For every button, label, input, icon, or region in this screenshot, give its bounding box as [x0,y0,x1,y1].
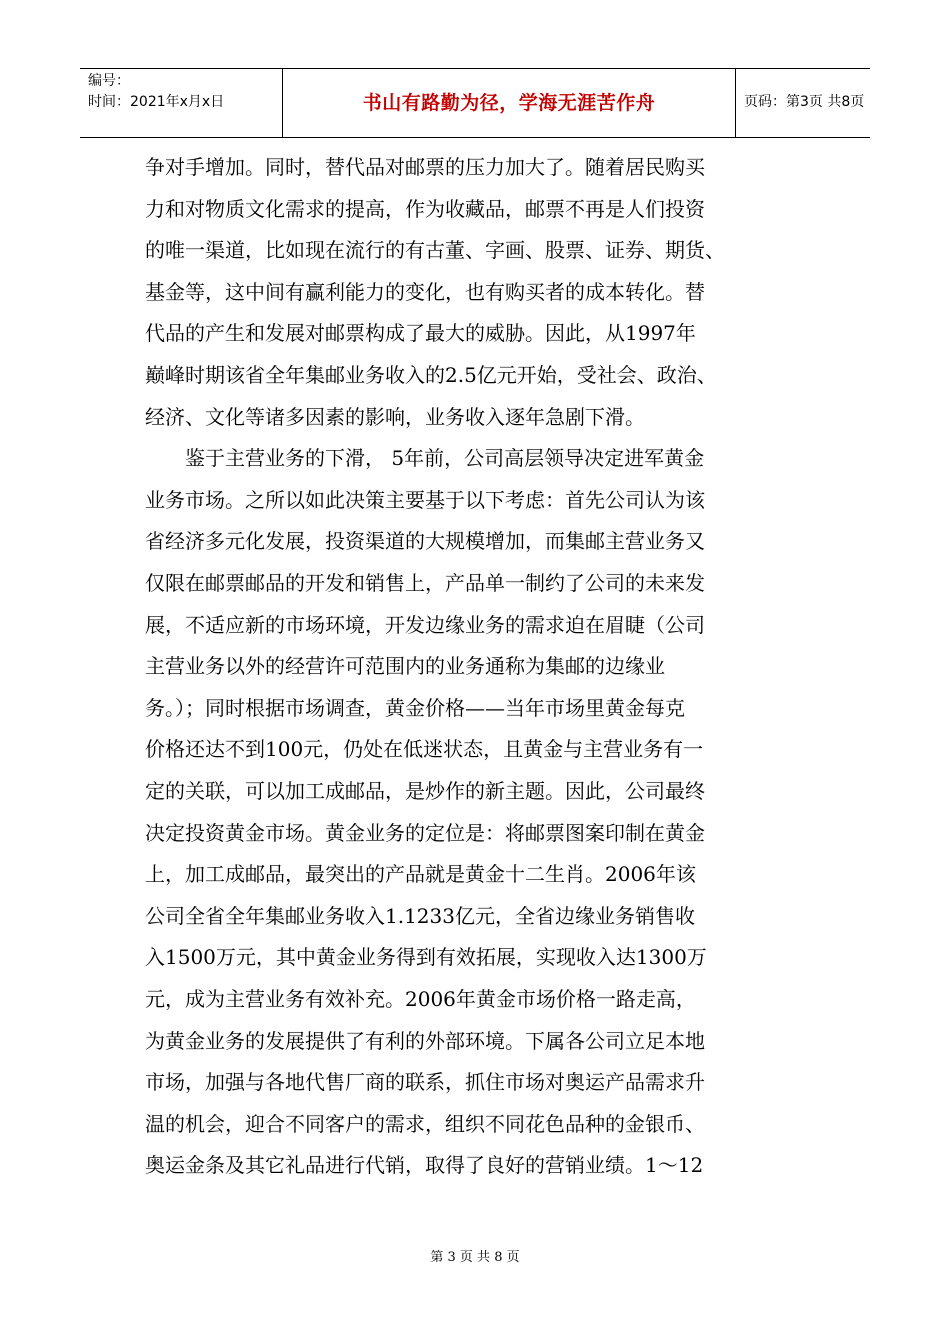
body-line: 元，成为主营业务有效补充。2006年黄金市场价格一路走高， [145,987,696,1011]
body-line: 的唯一渠道，比如现在流行的有古董、字画、股票、证券、期货、 [145,238,725,263]
body-line: 决定投资黄金市场。黄金业务的定位是：将邮票图案印制在黄金 [145,820,705,845]
header-page-number: 页码：第3页 共8页 [744,94,865,110]
header-motto: 书山有路勤为径，学海无涯苦作舟 [362,92,656,114]
body-line: 基金等，这中间有赢利能力的变化，也有购买者的成本转化。替 [145,279,705,304]
header-motto-cell [283,69,736,137]
body-line: 温的机会，迎合不同客户的需求，组织不同花色品种的金银币、 [145,1111,705,1136]
document-date: 时间：2021年x月x日 [88,94,225,110]
body-line: 入1500万元，其中黄金业务得到有效拓展，实现收入达1300万 [145,945,707,970]
body-line: 上，加工成邮品，最突出的产品就是黄金十二生肖。2006年该 [145,862,696,887]
page-header [80,68,870,138]
body-line: 定的关联，可以加工成邮品，是炒作的新主题。因此，公司最终 [145,779,705,803]
body-line: 公司全省全年集邮业务收入1.1233亿元，全省边缘业务销售收 [145,903,695,928]
body-line: 业务市场。之所以如此决策主要基于以下考虑：首先公司认为该 [145,487,705,512]
body-line: 仅限在邮票邮品的开发和销售上，产品单一制约了公司的未来发 [145,571,705,595]
body-line: 争对手增加。同时，替代品对邮票的压力加大了。随着居民购买 [145,155,705,179]
page-footer: 第 3 页 共 8 页 [430,1250,520,1265]
body-line: 巅峰时期该省全年集邮业务收入的2.5亿元开始，受社会、政治、 [145,363,717,387]
body-line: 代品的产生和发展对邮票构成了最大的威胁。因此，从1997年 [145,321,696,346]
body-line: 展，不适应新的市场环境，开发边缘业务的需求迫在眉睫（公司 [145,612,705,637]
body-line: 价格还达不到100元，仍处在低迷状态，且黄金与主营业务有一 [145,737,704,762]
document-number: 编号： [88,73,130,89]
body-line: 经济、文化等诸多因素的影响，业务收入逐年急剧下滑。 [145,404,645,429]
body-line: 务。）；同时根据市场调查，黄金价格——当年市场里黄金每克 [145,695,685,720]
header-info-cell [80,69,283,137]
body-line: 省经济多元化发展，投资渠道的大规模增加，而集邮主营业务又 [145,529,705,554]
body-line: 鉴于主营业务的下滑， 5年前，公司高层领导决定进军黄金 [145,446,705,471]
header-page-cell [736,69,870,137]
body-line: 奥运金条及其它礼品进行代销，取得了良好的营销业绩。1～12 [145,1153,704,1178]
body-line: 市场，加强与各地代售厂商的联系，抓住市场对奥运产品需求升 [145,1070,705,1095]
body-line: 主营业务以外的经营许可范围内的业务通称为集邮的边缘业 [145,654,665,679]
body-line: 力和对物质文化需求的提高，作为收藏品，邮票不再是人们投资 [145,196,705,221]
body-line: 为黄金业务的发展提供了有利的外部环境。下属各公司立足本地 [145,1028,705,1053]
